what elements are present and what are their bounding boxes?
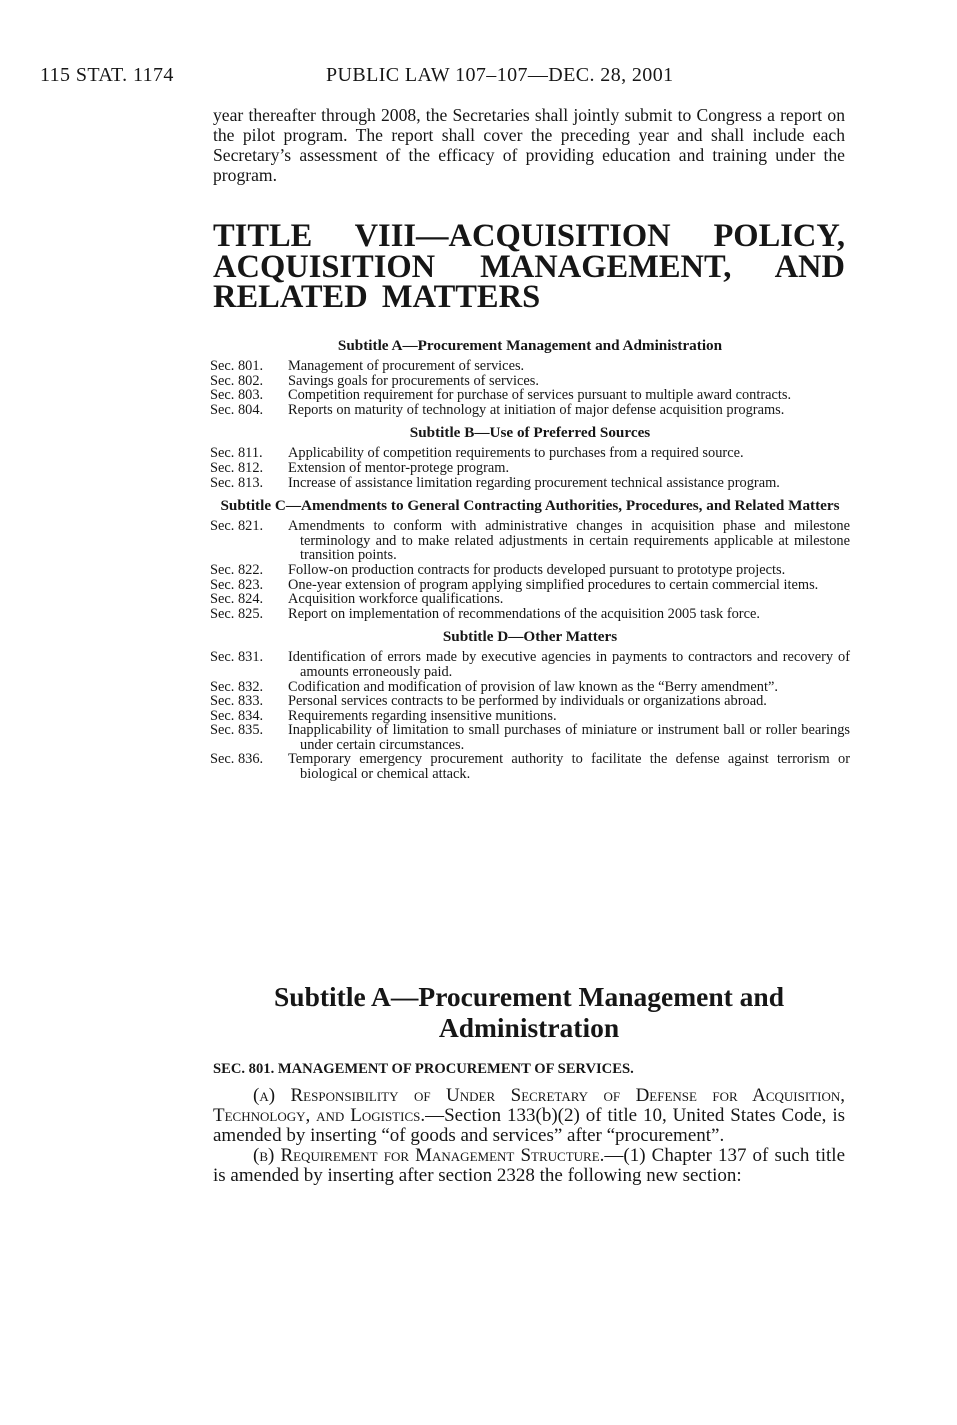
toc-entry	[210, 563, 850, 578]
public-law-reference: PUBLIC LAW 107–107—DEC. 28, 2001	[326, 64, 674, 86]
toc-section-number: Sec. 802.	[210, 372, 264, 389]
toc-entry	[210, 374, 850, 389]
toc-entry	[210, 403, 850, 418]
section-801-body	[213, 1086, 845, 1186]
toc-section-title: Temporary emergency procurement authority to facilitate the defense against terrorism or biological or chemical attack.	[288, 751, 850, 783]
toc-section-title: Identification of errors made by executive agencies in payments to contractors and recovery of amounts erroneously paid.	[288, 649, 850, 680]
toc-subtitle-group	[210, 497, 850, 621]
toc-subtitle-heading: Subtitle C—Amendments to General Contracting Authorities, Procedures, and Related Matters	[220, 497, 840, 515]
toc-section-number: Sec. 822.	[210, 561, 264, 578]
table-of-contents	[210, 337, 850, 789]
toc-subtitle-group	[210, 628, 850, 781]
toc-section-number: Sec. 804.	[210, 401, 264, 418]
toc-entry	[210, 694, 850, 709]
toc-entry	[210, 680, 850, 695]
toc-section-number: Sec. 803.	[210, 387, 264, 404]
toc-entry	[210, 607, 850, 622]
toc-section-number: Sec. 835.	[210, 722, 264, 739]
toc-section-title: Management of procurement of services.	[288, 358, 525, 374]
toc-section-number: Sec. 811.	[210, 445, 263, 462]
toc-section-title: Extension of mentor-protege program.	[288, 459, 510, 476]
toc-section-title: Increase of assistance limitation regarding procurement technical assistance program.	[288, 474, 780, 491]
toc-entry	[210, 446, 850, 461]
toc-section-number: Sec. 824.	[210, 591, 264, 608]
toc-entry	[210, 650, 850, 679]
intro-paragraph	[213, 106, 845, 186]
toc-subtitle-group	[210, 337, 850, 417]
toc-section-title: Competition requirement for purchase of services pursuant to multiple award contracts.	[288, 387, 792, 404]
toc-section-title: Personal services contracts to be performed by individuals or organizations abroad.	[288, 693, 767, 710]
toc-entry	[210, 592, 850, 607]
toc-section-number: Sec. 813.	[210, 474, 264, 491]
subsection-a	[213, 1086, 845, 1146]
title-heading: TITLE VIII—ACQUISITION POLICY, ACQUISITION MANAGEMENT, AND RELATED MATTERS	[213, 218, 845, 315]
toc-section-title: Report on implementation of recommendations of the acquisition 2005 task force.	[288, 605, 760, 622]
toc-entry	[210, 388, 850, 403]
toc-section-title: Amendments to conform with administrative changes in acquisition phase and milestone terminology and to make related adjustments in certain requirements applicable at milestone transition points.	[288, 518, 850, 564]
toc-entry	[210, 709, 850, 724]
toc-entry	[210, 578, 850, 593]
toc-section-title: Reports on maturity of technology at initiation of major defense acquisition programs.	[288, 401, 785, 418]
toc-section-title: One-year extension of program applying simplified procedures to certain commercial items.	[288, 576, 819, 593]
toc-section-number: Sec. 834.	[210, 707, 264, 724]
stat-reference: 115 STAT. 1174	[40, 64, 174, 86]
toc-section-number: Sec. 823.	[210, 576, 264, 593]
toc-subtitle-heading: Subtitle D—Other Matters	[442, 628, 618, 646]
toc-section-title: Acquisition workforce qualifications.	[288, 591, 504, 608]
toc-subtitle-heading: Subtitle B—Use of Preferred Sources	[409, 424, 651, 442]
toc-section-title: Applicability of competition requirements to purchases from a required source.	[288, 445, 744, 462]
toc-section-title: Codification and modification of provision of law known as the “Berry amendment”.	[288, 678, 778, 695]
subsection-a-text: Section 133(b)(2) of title 10, United States Code, is amended by inserting “of goods and services” after “procurement”.	[213, 1105, 845, 1146]
intro-text: year thereafter through 2008, the Secretaries shall jointly submit to Congress a report on the pilot program. The report shall cover the preceding year and shall include each Secretary’s assessment of the efficacy of providing education and training under the program.	[213, 105, 845, 185]
toc-subtitle-group	[210, 424, 850, 490]
toc-section-number: Sec. 832.	[210, 678, 264, 695]
toc-section-number: Sec. 836.	[210, 751, 264, 768]
toc-section-number: Sec. 801.	[210, 358, 264, 374]
toc-subtitle-heading: Subtitle A—Procurement Management and Administration	[337, 337, 723, 354]
toc-section-number: Sec. 821.	[210, 518, 264, 535]
toc-section-number: Sec. 833.	[210, 693, 264, 710]
toc-section-title: Inapplicability of limitation to small purchases of miniature or instrument ball or roller bearings under certain circumstances.	[288, 722, 850, 753]
toc-section-title: Savings goals for procurements of services.	[288, 372, 539, 389]
section-801-heading: SEC. 801. MANAGEMENT OF PROCUREMENT OF SERVICES.	[213, 1061, 634, 1077]
toc-section-number: Sec. 831.	[210, 649, 264, 666]
subsection-a-caption: (a) Responsibility of Under Secretary of Defense for Acquisition, Technology, and Logistics.—	[213, 1085, 845, 1126]
subsection-b	[213, 1146, 845, 1186]
toc-section-number: Sec. 825.	[210, 605, 264, 622]
subtitle-a-heading: Subtitle A—Procurement Management and Administration	[274, 981, 784, 1043]
subsection-b-caption: (b) Requirement for Management Structure.—	[253, 1145, 624, 1166]
toc-entry	[210, 519, 850, 563]
subsection-b-text: (1) Chapter 137 of such title is amended by inserting after section 2328 the following new section:	[213, 1145, 845, 1186]
toc-section-title: Follow-on production contracts for products developed pursuant to prototype projects.	[288, 561, 786, 578]
toc-entry	[210, 359, 850, 374]
toc-entry	[210, 723, 850, 752]
toc-entry	[210, 461, 850, 476]
toc-section-title: Requirements regarding insensitive munitions.	[288, 707, 557, 724]
toc-entry	[210, 752, 850, 781]
toc-section-number: Sec. 812.	[210, 459, 264, 476]
toc-entry	[210, 476, 850, 491]
